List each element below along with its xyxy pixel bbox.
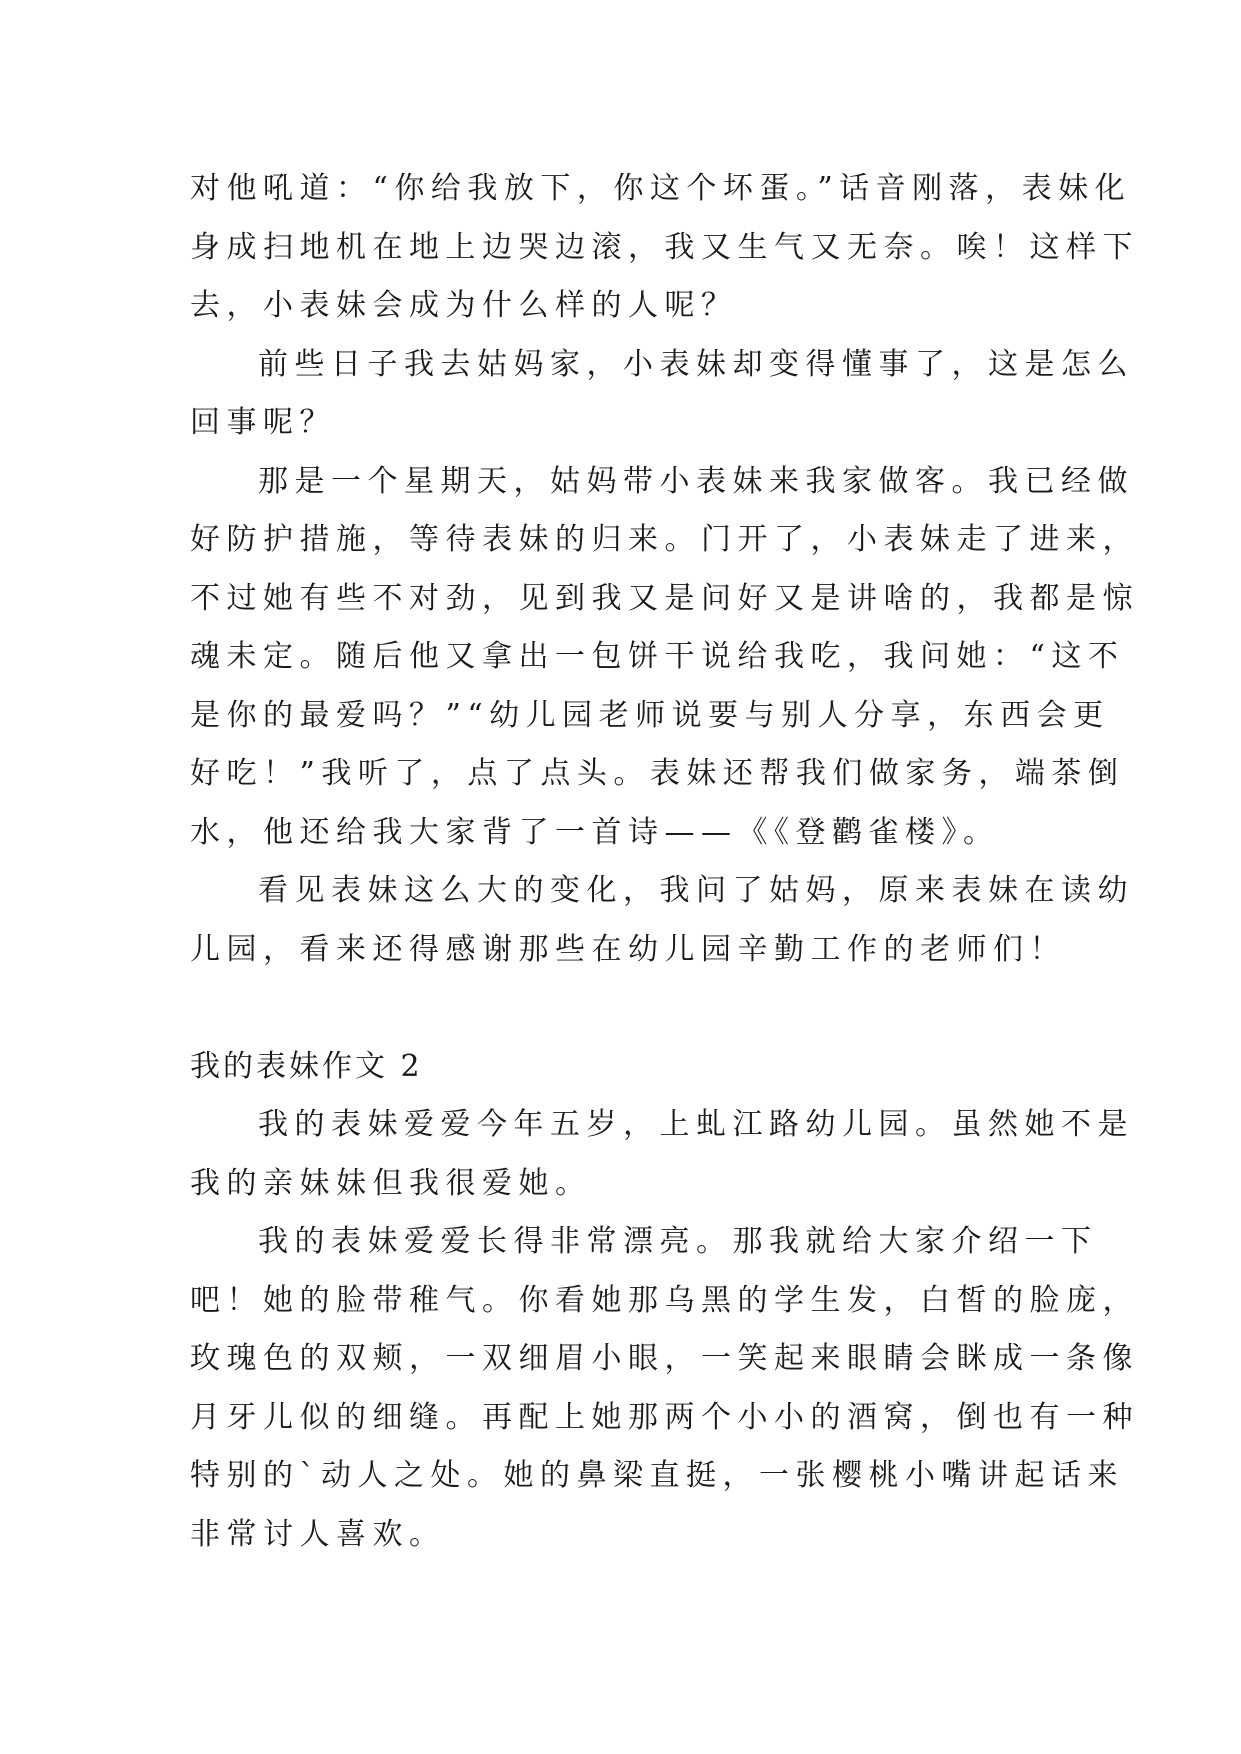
text-line: 我的亲妹妹但我很爱她。 xyxy=(190,1165,592,1201)
text-line: 玫瑰色的双颊，一双细眉小眼，一笑起来眼睛会眯成一条像 xyxy=(190,1341,1139,1376)
paragraph-start-line: 看见表妹这么大的变化，我问了姑妈，原来表妹在读幼 xyxy=(258,873,1134,908)
text-line: 身成扫地机在地上边哭边滚，我又生气又无奈。唉！这样下 xyxy=(190,229,1139,265)
section-spacer xyxy=(190,979,1050,1038)
text-line: 好吃！”我听了，点了点头。表妹还帮我们做家务，端茶倒 xyxy=(190,756,1125,791)
text-line: 好防护措施，等待表妹的归来。门开了，小表妹走了进来， xyxy=(190,522,1139,557)
paragraph-start-line: 我的表妹爱爱今年五岁，上虬江路幼儿园。虽然她不是 xyxy=(258,1107,1134,1142)
text-line: 去，小表妹会成为什么样的人呢？ xyxy=(190,288,738,323)
text-line: 是你的最爱吗？”“幼儿园老师说要与别人分享，东西会更 xyxy=(190,697,1110,733)
document-body xyxy=(190,160,1139,1564)
text-line: 不过她有些不对劲，见到我又是问好又是讲啥的，我都是惊 xyxy=(190,580,1139,616)
text-line: 非常讨人喜欢。 xyxy=(190,1516,446,1552)
paragraph-start-line: 前些日子我去姑妈家，小表妹却变得懂事了，这是怎么 xyxy=(258,346,1134,382)
text-line: 儿园，看来还得感谢那些在幼儿园辛勤工作的老师们！ xyxy=(190,931,1066,967)
text-line: 回事呢？ xyxy=(190,405,336,440)
text-line: 魂未定。随后他又拿出一包饼干说给我吃，我问她：“这不 xyxy=(190,639,1125,674)
text-line: 特别的`动人之处。她的鼻梁直挺，一张樱桃小嘴讲起话来 xyxy=(190,1458,1124,1493)
paragraph-start-line: 我的表妹爱爱长得非常漂亮。那我就给大家介绍一下 xyxy=(258,1224,1098,1259)
section-title: 我的表妹作文 2 xyxy=(190,1048,423,1084)
text-line: 吧！她的脸带稚气。你看她那乌黑的学生发，白皙的脸庞， xyxy=(190,1282,1139,1318)
paragraph-start-line: 那是一个星期天，姑妈带小表妹来我家做客。我已经做 xyxy=(258,463,1134,499)
text-line: 水，他还给我大家背了一首诗——《《登鹳雀楼》。 xyxy=(190,814,1000,850)
text-line: 月牙儿似的细缝。再配上她那两个小小的酒窝，倒也有一种 xyxy=(190,1399,1139,1435)
text-line: 对他吼道：“你给我放下，你这个坏蛋。”话音刚落，表妹化 xyxy=(190,171,1132,206)
